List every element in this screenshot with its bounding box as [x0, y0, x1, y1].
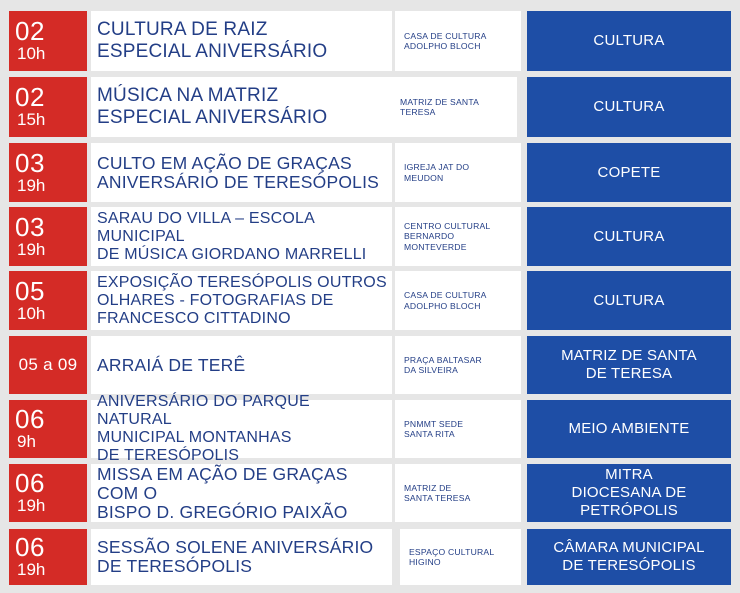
table-row [0, 11, 740, 71]
event-title: SESSÃO SOLENE ANIVERSÁRIO DE TERESÓPOLIS [97, 537, 374, 576]
date-cell [9, 400, 87, 458]
event-day: 02 [15, 82, 45, 112]
event-title-cell [91, 464, 392, 522]
organizer-cell [527, 143, 731, 202]
table-row [0, 464, 740, 522]
event-title-cell [91, 11, 392, 71]
event-venue: PNMMT SEDE SANTA RITA [404, 418, 464, 439]
event-title: EXPOSIÇÃO TERESÓPOLIS OUTROS OLHARES - FOTOGRAFIAS DE FRANCESCO CITTADINO [97, 273, 387, 327]
event-title: ARRAIÁ DE TERÊ [97, 354, 246, 375]
venue-cell [395, 400, 521, 458]
organizer-cell [527, 464, 731, 522]
event-title-cell [91, 77, 392, 137]
date-cell [9, 143, 87, 202]
event-time: 9h [17, 432, 36, 451]
event-title-cell [91, 271, 392, 330]
event-organizer: CULTURA [593, 98, 665, 115]
organizer-cell [527, 11, 731, 71]
event-title-cell [91, 143, 392, 202]
venue-cell [395, 271, 521, 330]
event-organizer: CULTURA [593, 227, 665, 245]
event-time: 19h [17, 175, 46, 195]
event-venue: MATRIZ DE SANTA TERESA [404, 482, 471, 503]
event-day: 03 [15, 211, 45, 242]
table-row [0, 393, 740, 464]
venue-cell [395, 336, 521, 394]
venue-cell [395, 207, 521, 266]
date-cell [9, 77, 87, 137]
event-day: 03 [15, 147, 45, 178]
event-title: CULTO EM AÇÃO DE GRAÇAS ANIVERSÁRIO DE TERESÓPOLIS [97, 152, 380, 192]
event-day: 06 [15, 404, 45, 434]
date-cell [9, 336, 87, 394]
venue-cell [395, 143, 521, 202]
event-time: 19h [17, 239, 46, 259]
date-cell [9, 207, 87, 266]
event-day: 06 [15, 468, 45, 498]
event-organizer: MEIO AMBIENTE [568, 420, 690, 437]
event-title-cell [91, 529, 392, 585]
event-organizer: CULTURA [593, 291, 665, 309]
event-venue: CASA DE CULTURA ADOLPHO BLOCH [404, 290, 487, 311]
event-time: 15h [17, 110, 46, 129]
event-venue: CENTRO CULTURAL BERNARDO MONTEVERDE [404, 220, 491, 252]
date-cell [9, 271, 87, 330]
venue-cell [395, 11, 521, 71]
event-organizer: CULTURA [593, 32, 665, 49]
venue-cell [400, 529, 521, 585]
event-day: 05 [15, 275, 45, 306]
event-time: 10h [17, 44, 46, 63]
event-title-cell [91, 207, 392, 266]
table-row [0, 529, 740, 585]
event-venue: MATRIZ DE SANTA TERESA [400, 96, 480, 117]
organizer-cell [527, 336, 731, 394]
event-title: CULTURA DE RAIZ ESPECIAL ANIVERSÁRIO [97, 19, 328, 62]
event-title-cell [91, 393, 392, 464]
table-row [0, 77, 740, 137]
date-cell [9, 11, 87, 71]
table-row [0, 336, 740, 394]
event-organizer: MATRIZ DE SANTA DE TERESA [561, 347, 697, 382]
event-title: MÚSICA NA MATRIZ ESPECIAL ANIVERSÁRIO [97, 85, 328, 128]
organizer-cell [527, 529, 731, 585]
event-venue: ESPAÇO CULTURAL HIGINO [409, 546, 495, 567]
event-venue: CASA DE CULTURA ADOLPHO BLOCH [404, 30, 487, 51]
event-title: ANIVERSÁRIO DO PARQUE NATURAL MUNICIPAL MONTANHAS DE TERESÓPOLIS [97, 393, 310, 464]
date-cell [9, 464, 87, 522]
event-day: 06 [15, 532, 45, 562]
event-organizer: CÂMARA MUNICIPAL DE TERESÓPOLIS [553, 539, 705, 574]
date-cell [9, 529, 87, 585]
event-day: 02 [15, 16, 45, 46]
venue-cell [391, 77, 517, 137]
event-time: 10h [17, 303, 46, 323]
event-day: 05 a 09 [18, 355, 78, 374]
venue-cell [395, 464, 521, 522]
table-row [0, 143, 740, 202]
event-time: 19h [17, 560, 46, 579]
table-row [0, 207, 740, 266]
organizer-cell [527, 77, 731, 137]
organizer-cell [527, 207, 731, 266]
event-time: 19h [17, 496, 46, 515]
event-organizer: COPETE [597, 163, 661, 181]
event-organizer: MITRA DIOCESANA DE PETRÓPOLIS [571, 466, 687, 519]
table-row [0, 271, 740, 330]
event-title: MISSA EM AÇÃO DE GRAÇAS COM O BISPO D. GREGÓRIO PAIXÃO [97, 463, 348, 522]
organizer-cell [527, 271, 731, 330]
event-venue: PRAÇA BALTASAR DA SILVEIRA [404, 354, 482, 375]
event-title-cell [91, 336, 392, 394]
event-title: SARAU DO VILLA – ESCOLA MUNICIPAL DE MÚSICA GIORDANO MARRELLI [97, 209, 367, 263]
event-venue: IGREJA JAT DO MEUDON [404, 162, 470, 183]
organizer-cell [527, 400, 731, 458]
